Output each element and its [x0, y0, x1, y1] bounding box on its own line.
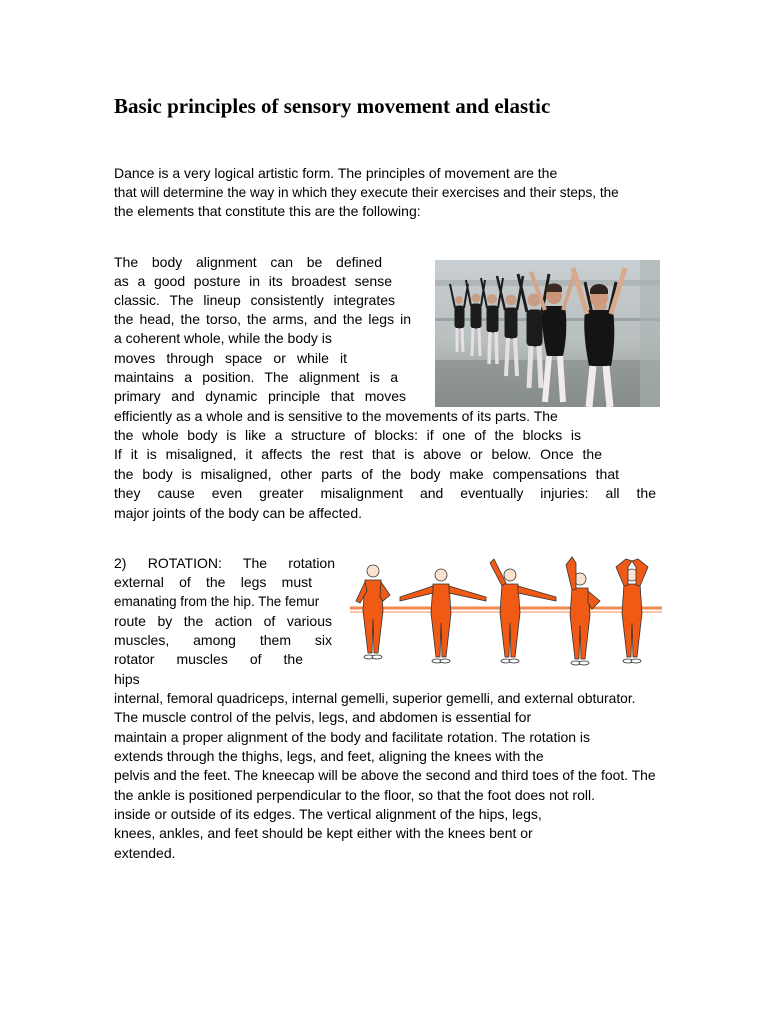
alignment-line: moves through space or while it	[114, 350, 347, 366]
alignment-line: If it is misaligned, it affects the rest that is above or below. Once the	[114, 446, 602, 462]
rotation-figures-illustration	[350, 553, 662, 675]
alignment-line: as a good posture in its broadest sense	[114, 273, 392, 289]
alignment-line: the whole body is like a structure of blocks: if one of the blocks is	[114, 427, 581, 443]
rotation-line: maintain a proper alignment of the body and facilitate rotation. The rotation is	[114, 729, 591, 745]
ballet-class-photo	[435, 260, 660, 407]
rotation-line: knees, ankles, and feet should be kept either with the knees bent or	[114, 825, 533, 841]
rotation-line: extended.	[114, 845, 176, 861]
intro-line: Dance is a very logical artistic form. The principles of movement are the	[114, 165, 558, 181]
rotation-line: internal, femoral quadriceps, internal gemelli, superior gemelli, and external obturator.	[114, 691, 636, 706]
rotation-line: The muscle control of the pelvis, legs, and abdomen is essential for	[114, 709, 532, 725]
rotation-line: the ankle is positioned perpendicular to the floor, so that the foot does not roll.	[114, 787, 595, 803]
alignment-line: the head, the torso, the arms, and the legs in	[114, 311, 411, 327]
alignment-line: they cause even greater misalignment and eventually injuries: all the	[114, 485, 656, 501]
alignment-line: classic. The lineup consistently integrates	[114, 292, 395, 308]
alignment-line: a coherent whole, while the body is	[114, 330, 332, 346]
alignment-line: maintains a position. The alignment is a	[114, 369, 398, 385]
rotation-line: rotator muscles of the	[114, 651, 303, 667]
rotation-line: extends through the thighs, legs, and feet, aligning the knees with the	[114, 748, 544, 764]
alignment-line: major joints of the body can be affected.	[114, 505, 363, 521]
rotation-line: inside or outside of its edges. The vertical alignment of the hips, legs,	[114, 806, 542, 822]
rotation-line: muscles, among them six	[114, 632, 332, 648]
rotation-line: pelvis and the feet. The kneecap will be above the second and third toes of the foot. The	[114, 767, 656, 783]
intro-line: the elements that constitute this are the following:	[114, 203, 421, 219]
rotation-line: external of the legs must	[114, 574, 312, 590]
alignment-line: efficiently as a whole and is sensitive to the movements of its parts. The	[114, 408, 558, 424]
rotation-line: emanating from the hip. The femur	[114, 594, 320, 609]
alignment-line: primary and dynamic principle that moves	[114, 388, 406, 404]
rotation-line: hips	[114, 671, 140, 687]
alignment-line: The body alignment can be defined	[114, 254, 382, 270]
page-title: Basic principles of sensory movement and elastic	[114, 94, 551, 118]
rotation-line: 2) ROTATION: The rotation	[114, 555, 335, 571]
alignment-line: the body is misaligned, other parts of the body make compensations that	[114, 466, 619, 482]
intro-line: that will determine the way in which they execute their exercises and their steps, the	[114, 185, 619, 200]
rotation-line: route by the action of various	[114, 613, 332, 629]
